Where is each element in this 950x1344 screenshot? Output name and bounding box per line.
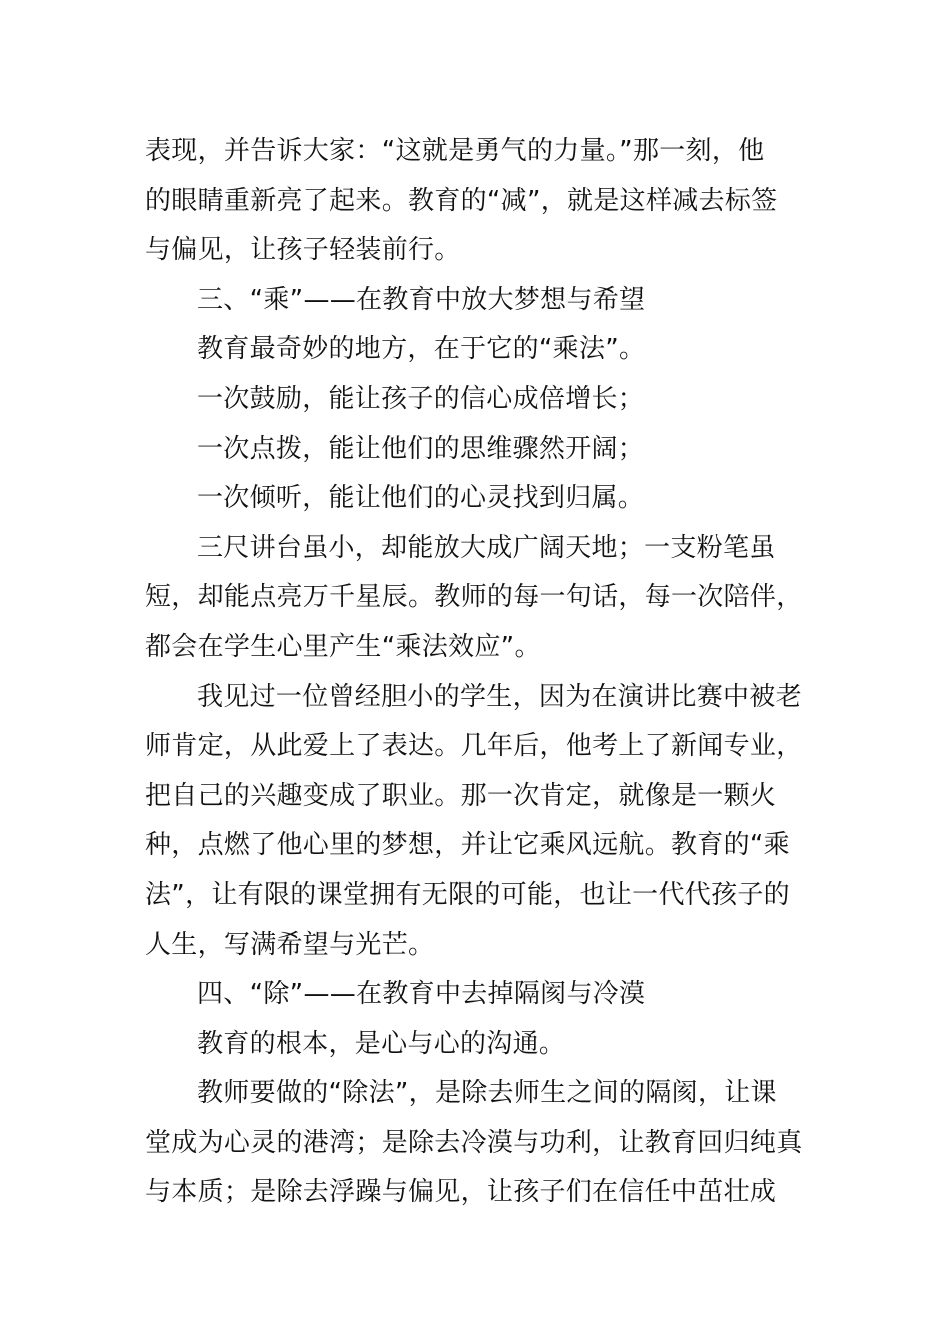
- text-line: 一次倾听，能让他们的心灵找到归属。: [197, 483, 645, 514]
- text-line: 教育最奇妙的地方，在于它的“乘法”。: [197, 334, 646, 365]
- text-line: 把自己的兴趣变成了职业。那一次肯定，就像是一颗火: [145, 780, 777, 811]
- section-heading-divide: 四、“除”——在教育中去掉隔阂与冷漠: [197, 979, 646, 1010]
- text-line: 人生，写满希望与光芒。: [145, 929, 435, 960]
- text-line: 都会在学生心里产生“乘法效应”。: [145, 631, 541, 662]
- text-line: 教师要做的“除法”，是除去师生之间的隔阂，让课: [197, 1078, 777, 1109]
- text-line: 教育的根本，是心与心的沟通。: [197, 1028, 566, 1059]
- text-line: 一次点拨，能让他们的思维骤然开阔；: [197, 433, 645, 464]
- text-line: 与本质；是除去浮躁与偏见，让孩子们在信任中茁壮成: [145, 1177, 777, 1208]
- text-line: 师肯定，从此爱上了表达。几年后，他考上了新闻专业，: [145, 731, 803, 762]
- text-line: 我见过一位曾经胆小的学生，因为在演讲比赛中被老: [197, 681, 802, 712]
- section-heading-multiply: 三、“乘”——在教育中放大梦想与希望: [197, 284, 646, 315]
- text-line: 表现，并告诉大家：“这就是勇气的力量。”那一刻，他: [145, 136, 765, 166]
- text-line: 三尺讲台虽小，却能放大成广阔天地；一支粉笔虽: [197, 532, 776, 563]
- text-line: 法”，让有限的课堂拥有无限的可能，也让一代代孩子的: [145, 879, 790, 910]
- text-line: 短，却能点亮万千星辰。教师的每一句话，每一次陪伴，: [145, 582, 803, 613]
- text-line: 与偏见，让孩子轻装前行。: [145, 235, 461, 266]
- text-line: 一次鼓励，能让孩子的信心成倍增长；: [197, 383, 645, 414]
- document-page: [145, 127, 810, 1218]
- text-line: 堂成为心灵的港湾；是除去冷漠与功利，让教育回归纯真: [145, 1127, 803, 1158]
- text-line: 种，点燃了他心里的梦想，并让它乘风远航。教育的“乘: [145, 830, 790, 861]
- text-line: 的眼睛重新亮了起来。教育的“减”，就是这样减去标签: [145, 185, 778, 216]
